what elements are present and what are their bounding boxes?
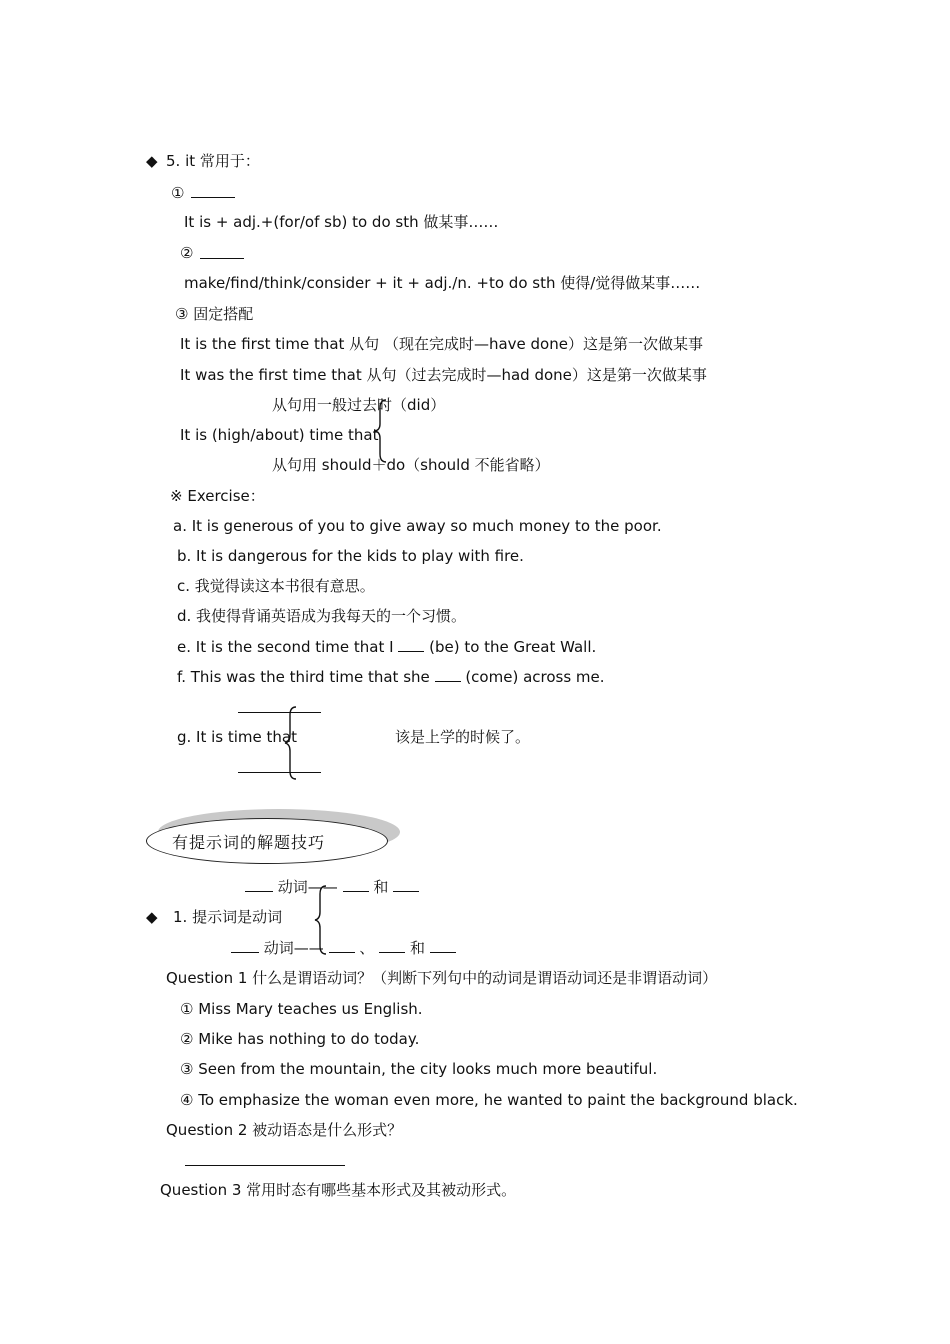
- pattern-text: It is + adj.+(for/of sb) to do sth 做某事……: [184, 213, 499, 231]
- question-item: ③ Seen from the mountain, the city looks much more beautiful.: [180, 1060, 658, 1078]
- bullet-diamond: ◆: [146, 152, 158, 170]
- question-1: Question 1 什么是谓语动词？（判断下列句中的动词是谓语动词还是非谓语动词）: [166, 969, 718, 987]
- answer-blank: [393, 877, 419, 892]
- pattern-text: It was the first time that 从句（过去完成时—had done）这是第一次做某事: [180, 366, 707, 384]
- answer-blank: [185, 1165, 345, 1166]
- branch-label: 动词——: [263, 939, 324, 957]
- exercise-item: g. It is time that: [177, 728, 297, 746]
- answer-blank: [430, 938, 456, 953]
- curly-brace: [284, 705, 300, 781]
- translation: 该是上学的时候了。: [395, 728, 531, 746]
- exercise-text: (come) across me.: [465, 668, 605, 686]
- branch-and: 和: [373, 878, 389, 896]
- exercise-item: a. It is generous of you to give away so much money to the poor.: [173, 517, 662, 535]
- pattern-text: make/find/think/consider + it + adj./n. +to do sth 使得/觉得做某事……: [184, 274, 701, 292]
- exercise-item: b. It is dangerous for the kids to play with fire.: [177, 547, 524, 565]
- answer-blank: [200, 244, 244, 259]
- item-marker: ②: [180, 244, 194, 262]
- answer-blank: [398, 637, 424, 652]
- branch-separator: 、: [359, 939, 375, 957]
- exercise-text: e. It is the second time that I: [177, 638, 394, 656]
- exercise-item: d. 我使得背诵英语成为我每天的一个习惯。: [177, 607, 467, 625]
- exercise-item: [177, 637, 596, 657]
- branch-label: 动词——: [277, 878, 338, 896]
- verb-branch: [231, 938, 456, 958]
- answer-blank: [343, 877, 369, 892]
- answer-blank: [238, 772, 321, 773]
- exercise-text: (be) to the Great Wall.: [429, 638, 597, 656]
- question-item: ② Mike has nothing to do today.: [180, 1030, 420, 1048]
- section-heading: 1. 提示词是动词: [173, 908, 283, 926]
- exercise-item: [177, 667, 605, 687]
- pattern-text: It is the first time that 从句 （现在完成时—have done）这是第一次做某事: [180, 335, 703, 353]
- exercise-item: c. 我觉得读这本书很有意思。: [177, 577, 375, 595]
- question-item: ① Miss Mary teaches us English.: [180, 1000, 423, 1018]
- clause-note: 从句用 should＋do（should 不能省略）: [272, 456, 550, 474]
- answer-blank: [238, 712, 321, 713]
- question-2: Question 2 被动语态是什么形式？: [166, 1121, 403, 1139]
- question-3: Question 3 常用时态有哪些基本形式及其被动形式。: [160, 1181, 517, 1199]
- bullet-diamond: ◆: [146, 908, 158, 926]
- pattern-text: It is (high/about) time that: [180, 426, 379, 444]
- exercise-text: f. This was the third time that she: [177, 668, 430, 686]
- answer-blank: [191, 183, 235, 198]
- section-heading: 5. it 常用于：: [166, 152, 260, 170]
- answer-blank: [435, 667, 461, 682]
- answer-blank: [231, 938, 259, 953]
- question-item: ④ To emphasize the woman even more, he wanted to paint the background black.: [180, 1091, 798, 1109]
- verb-branch: [245, 877, 419, 897]
- fixed-collocation-label: ③ 固定搭配: [175, 305, 254, 323]
- item-marker: ①: [171, 184, 185, 202]
- clause-note: 从句用一般过去时（did）: [272, 396, 446, 414]
- answer-blank: [379, 938, 405, 953]
- exercise-label: ※ Exercise：: [170, 487, 265, 505]
- banner-title: 有提示词的解题技巧: [172, 833, 326, 852]
- answer-blank: [245, 877, 273, 892]
- branch-and: 和: [409, 939, 425, 957]
- answer-blank: [329, 938, 355, 953]
